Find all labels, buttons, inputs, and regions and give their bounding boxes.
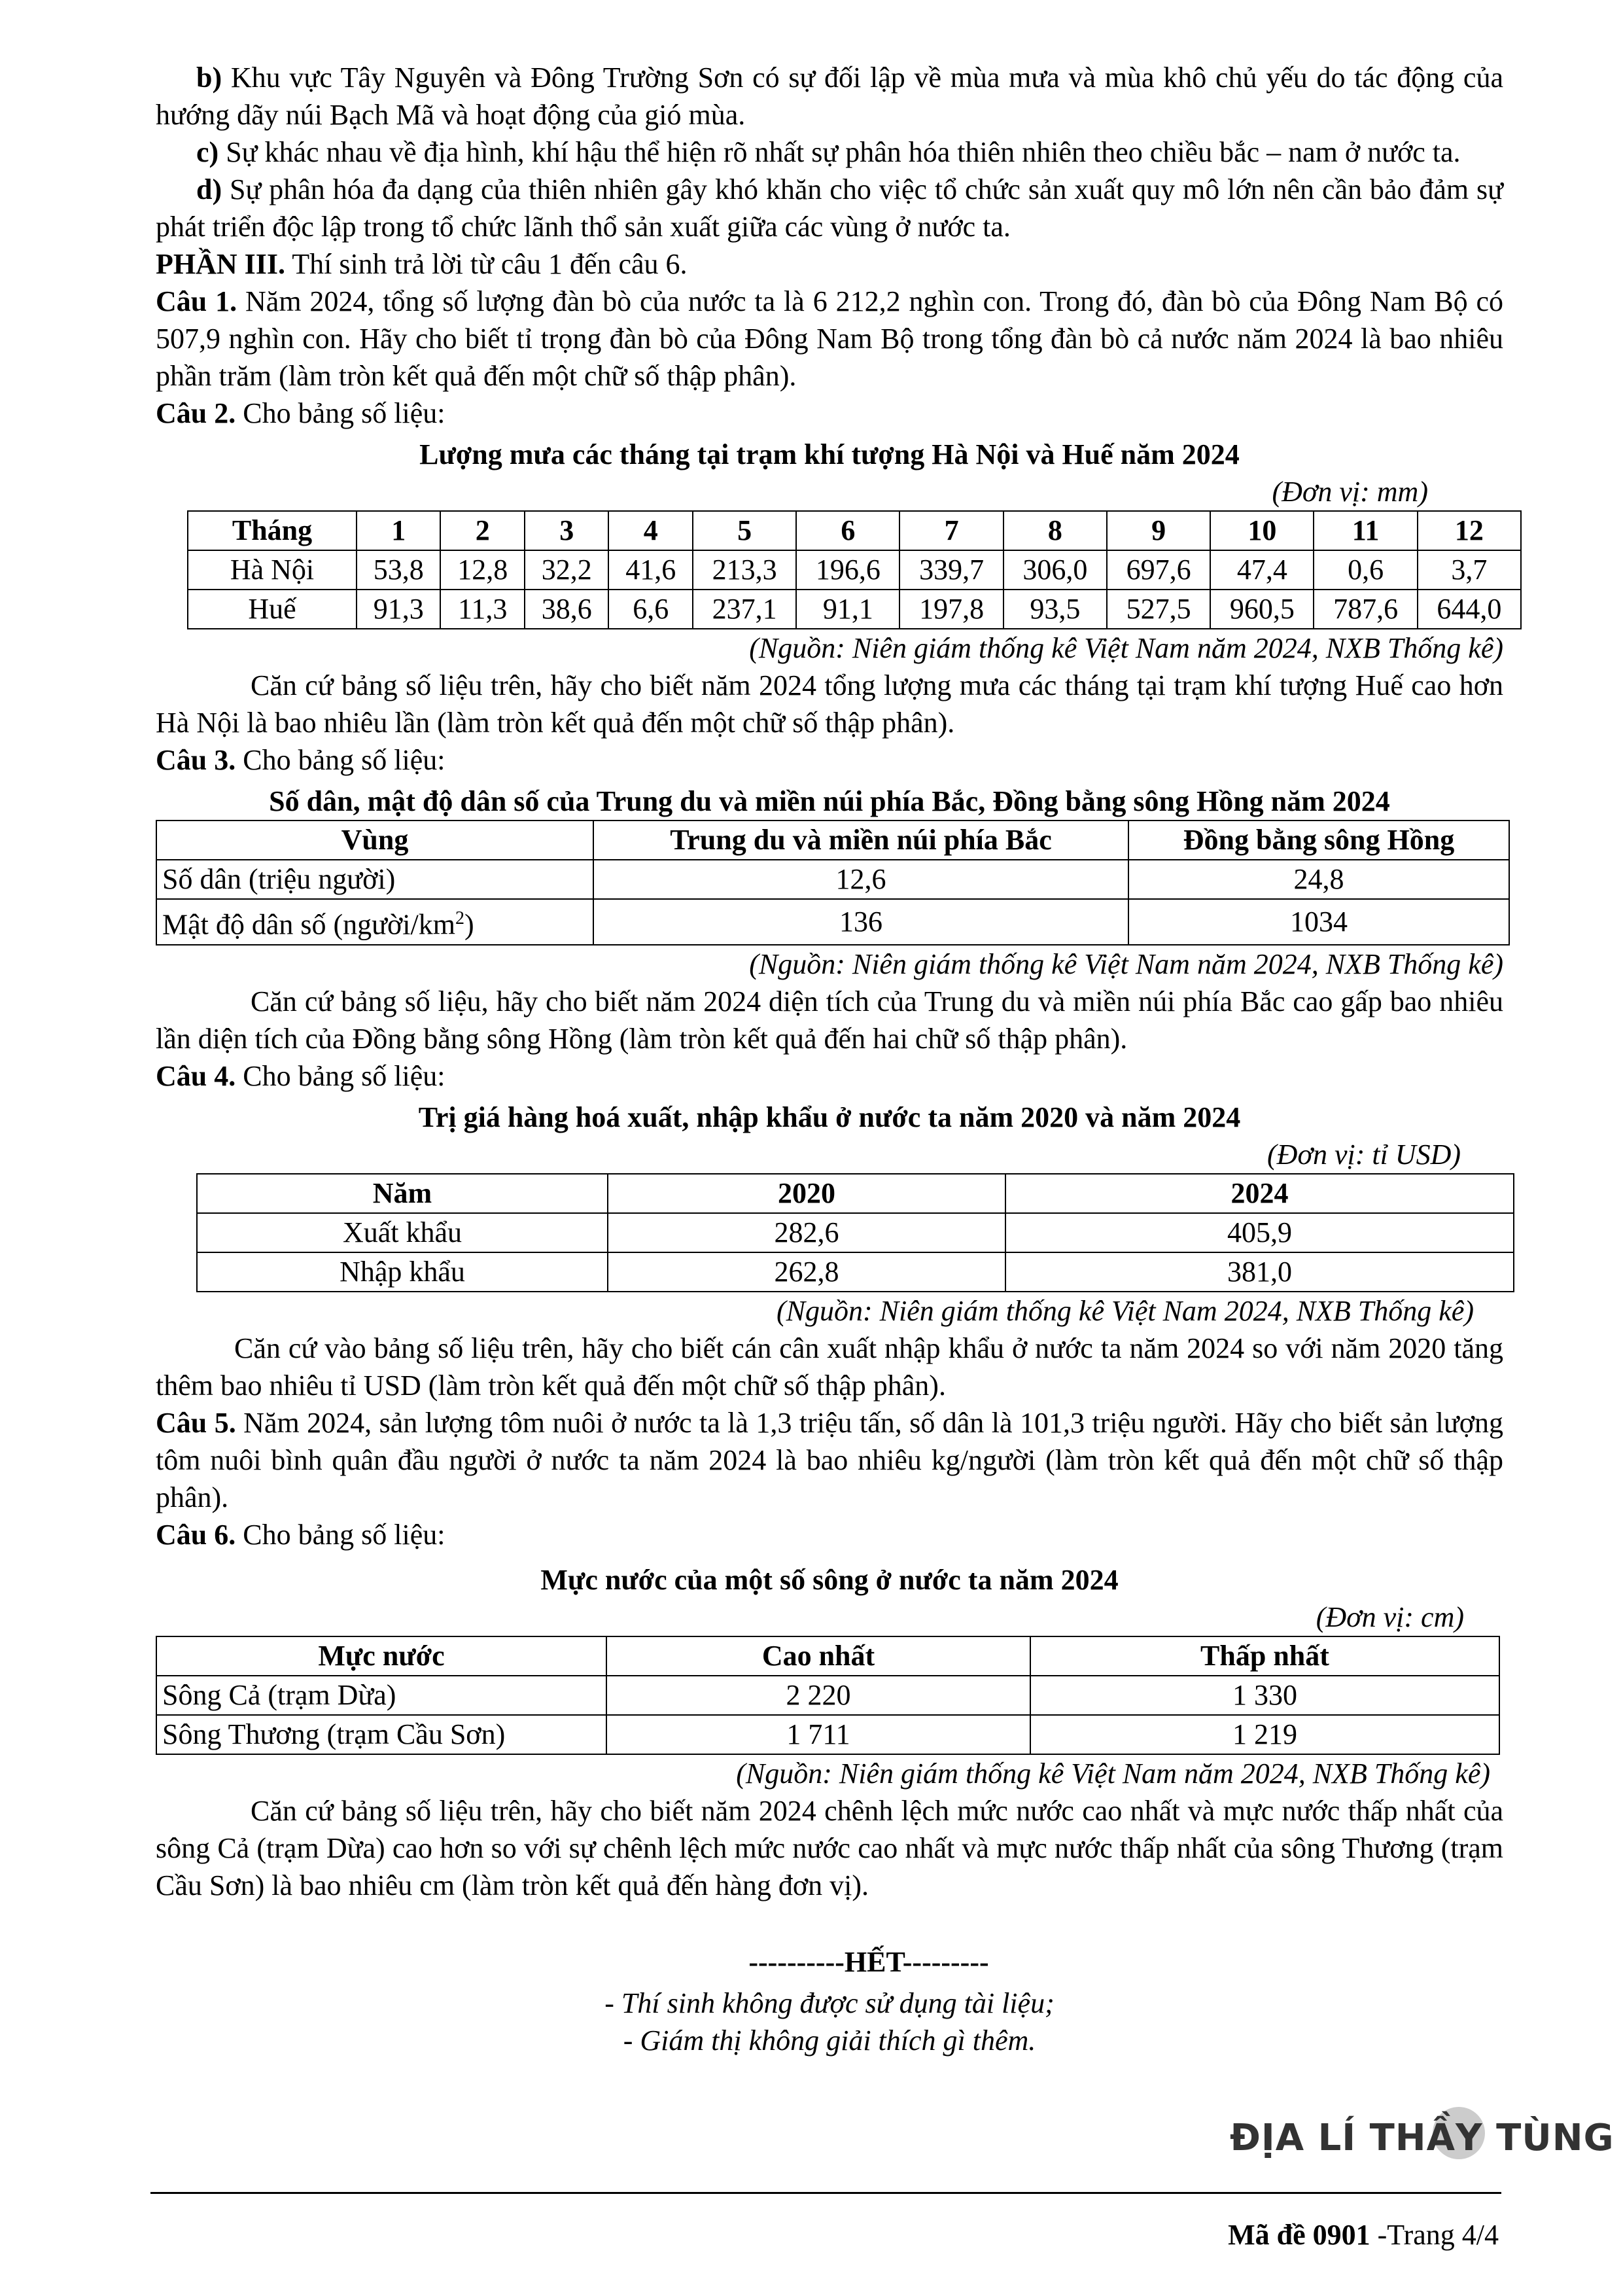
table-cell: 136 <box>593 899 1128 945</box>
table-header-cell: 5 <box>693 511 796 550</box>
table-row <box>197 1213 1514 1252</box>
table-header-cell: 6 <box>796 511 899 550</box>
table-cell: 32,2 <box>525 550 608 590</box>
question-5: Câu 5. Năm 2024, sản lượng tôm nuôi ở nước ta là 1,3 triệu tấn, số dân là 101,3 triệu người. Hãy cho biết sản lượng tôm nuôi bình quân đầu người ở nước ta năm 2024 là bao nhiêu kg/người (làm tròn kết quả đến một chữ số thập phân). <box>156 1406 1504 1513</box>
end-note: - Giám thị không giải thích gì thêm. <box>623 2024 1036 2057</box>
table-cell: Nhập khẩu <box>197 1252 608 1292</box>
end-note: - Thí sinh không được sử dụng tài liệu; <box>604 1987 1055 2019</box>
table-cell: 91,1 <box>796 590 899 629</box>
table-cell: 960,5 <box>1210 590 1314 629</box>
question-3: Câu 3. Cho bảng số liệu: <box>156 744 445 776</box>
table-header-cell: Cao nhất <box>606 1636 1030 1676</box>
footer-rule <box>150 2192 1501 2194</box>
table-cell: 196,6 <box>796 550 899 590</box>
question-6-text: Căn cứ bảng số liệu trên, hãy cho biết năm 2024 chênh lệch mức nước cao nhất và mực nước thấp nhất của sông Cả (trạm Dừa) cao hơn so với sự chênh lệch mức nước cao nhất và mực nước thấp nhất của sông Thương (trạm Cầu Sơn) là bao nhiêu cm (làm tròn kết quả đến hàng đơn vị). <box>156 1794 1503 1901</box>
page-number: -Trang 4/4 <box>1370 2219 1499 2251</box>
table-row <box>188 550 1521 590</box>
table-header-cell: Đồng bằng sông Hồng <box>1128 821 1509 860</box>
question-2: Câu 2. Cho bảng số liệu: <box>156 397 445 429</box>
table-header-row <box>156 1636 1499 1676</box>
statement-d: d) Sự phân hóa đa dạng của thiên nhiên gây khó khăn cho việc tổ chức sản xuất quy mô lớn nên cần bảo đảm sự phát triển độc lập trong tổ chức lãnh thổ sản xuất giữa các vùng ở nước ta. <box>156 173 1503 243</box>
table-header-cell: 11 <box>1314 511 1417 550</box>
table-header-cell: 8 <box>1003 511 1107 550</box>
table-cell: 1 219 <box>1030 1715 1499 1754</box>
table-row <box>156 860 1509 899</box>
table-cell: 787,6 <box>1314 590 1417 629</box>
table-cell: 381,0 <box>1005 1252 1514 1292</box>
table-header-cell: Tháng <box>188 511 357 550</box>
rainfall-table <box>187 510 1522 629</box>
table-title: Số dân, mật độ dân số của Trung du và miền núi phía Bắc, Đồng bằng sông Hồng năm 2024 <box>269 785 1390 817</box>
table-cell: 262,8 <box>608 1252 1005 1292</box>
table-header-row <box>156 821 1509 860</box>
table-row <box>156 1676 1499 1715</box>
table-cell: Mật độ dân số $(người/km^2)$ <box>156 899 593 945</box>
table-header-cell: 7 <box>899 511 1003 550</box>
table-cell: 53,8 <box>357 550 440 590</box>
table-header-cell: 2024 <box>1005 1174 1514 1213</box>
table-cell: Xuất khẩu <box>197 1213 608 1252</box>
table-unit: (Đơn vị: tỉ USD) <box>1267 1138 1461 1171</box>
table-cell: 2 220 <box>606 1676 1030 1715</box>
table-cell: 12,6 <box>593 860 1128 899</box>
table-header-cell: Thấp nhất <box>1030 1636 1499 1676</box>
table-cell: 11,3 <box>440 590 524 629</box>
question-3-text: Căn cứ bảng số liệu, hãy cho biết năm 2024 diện tích của Trung du và miền núi phía Bắc cao gấp bao nhiêu lần diện tích của Đồng bằng sông Hồng (làm tròn kết quả đến hai chữ số thập phân). <box>156 985 1503 1055</box>
table-header-cell: 9 <box>1107 511 1210 550</box>
question-4-text: Căn cứ vào bảng số liệu trên, hãy cho biết cán cân xuất nhập khẩu ở nước ta năm 2024 so với năm 2020 tăng thêm bao nhiêu tỉ USD (làm tròn kết quả đến một chữ số thập phân). <box>156 1332 1503 1402</box>
table-cell: 24,8 <box>1128 860 1509 899</box>
end-mark: ----------HẾT--------- <box>748 1945 989 1978</box>
table-title: Mực nước của một số sông ở nước ta năm 2024 <box>540 1563 1119 1596</box>
table-cell: 93,5 <box>1003 590 1107 629</box>
question-4: Câu 4. Cho bảng số liệu: <box>156 1059 445 1092</box>
table-source: (Nguồn: Niên giám thống kê Việt Nam năm 2024, NXB Thống kê) <box>736 1757 1490 1790</box>
table-header-cell: 2020 <box>608 1174 1005 1213</box>
table-cell: Huế <box>188 590 357 629</box>
table-header-cell: 12 <box>1418 511 1521 550</box>
table-cell: 339,7 <box>899 550 1003 590</box>
exam-code: Mã đề 0901 <box>1228 2219 1370 2251</box>
table-cell: 91,3 <box>357 590 440 629</box>
table-row <box>156 899 1509 945</box>
statement-b: b) Khu vực Tây Nguyên và Đông Trường Sơn có sự đối lập về mùa mưa và mùa khô chủ yếu do tác động của hướng dãy núi Bạch Mã và hoạt động của gió mùa. <box>156 62 1503 131</box>
table-cell: 306,0 <box>1003 550 1107 590</box>
table-cell: 38,6 <box>525 590 608 629</box>
population-table <box>156 820 1510 945</box>
table-cell: Sông Cả (trạm Dừa) <box>156 1676 606 1715</box>
exam-end <box>156 1943 1503 2059</box>
table-row <box>197 1252 1514 1292</box>
table-unit: (Đơn vị: cm) <box>1316 1600 1464 1633</box>
table-header-cell: 1 <box>357 511 440 550</box>
table-cell: 644,0 <box>1418 590 1521 629</box>
question-2-text: Căn cứ bảng số liệu trên, hãy cho biết năm 2024 tổng lượng mưa các tháng tại trạm khí tượng Huế cao hơn Hà Nội là bao nhiêu lần (làm tròn kết quả đến một chữ số thập phân). <box>156 669 1503 739</box>
table-source: (Nguồn: Niên giám thống kê Việt Nam năm 2024, NXB Thống kê) <box>749 947 1503 980</box>
table-source: (Nguồn: Niên giám thống kê Việt Nam 2024, NXB Thống kê) <box>776 1294 1474 1327</box>
table-cell: 197,8 <box>899 590 1003 629</box>
table-unit: (Đơn vị: mm) <box>1272 476 1428 508</box>
table-header-cell: Trung du và miền núi phía Bắc <box>593 821 1128 860</box>
table-title: Trị giá hàng hoá xuất, nhập khẩu ở nước ta năm 2020 và năm 2024 <box>418 1101 1241 1133</box>
table-cell: Sông Thương (trạm Cầu Sơn) <box>156 1715 606 1754</box>
table-header-cell: Mực nước <box>156 1636 606 1676</box>
table-cell: 282,6 <box>608 1213 1005 1252</box>
water-level-table <box>156 1636 1500 1755</box>
table-header-cell: Năm <box>197 1174 608 1213</box>
table-header-row <box>197 1174 1514 1213</box>
table-cell: Hà Nội <box>188 550 357 590</box>
table-cell: 6,6 <box>608 590 692 629</box>
table-cell: Số dân (triệu người) <box>156 860 593 899</box>
exam-page <box>156 59 1503 2059</box>
part3-heading: PHẦN III. Thí sinh trả lời từ câu 1 đến câu 6. <box>156 248 688 280</box>
table-cell: 41,6 <box>608 550 692 590</box>
table-cell: 1 330 <box>1030 1676 1499 1715</box>
trade-table <box>196 1173 1514 1292</box>
table-cell: 1 711 <box>606 1715 1030 1754</box>
footer <box>1228 2218 1499 2252</box>
table-title: Lượng mưa các tháng tại trạm khí tượng Hà Nội và Huế năm 2024 <box>419 438 1240 470</box>
table-source: (Nguồn: Niên giám thống kê Việt Nam năm 2024, NXB Thống kê) <box>749 632 1503 664</box>
table-cell: 3,7 <box>1418 550 1521 590</box>
table-cell: 213,3 <box>693 550 796 590</box>
table-cell: 0,6 <box>1314 550 1417 590</box>
table-cell: 47,4 <box>1210 550 1314 590</box>
statement-c: c) Sự khác nhau về địa hình, khí hậu thể hiện rõ nhất sự phân hóa thiên nhiên theo chiều bắc – nam ở nước ta. <box>196 136 1461 168</box>
question-1: Câu 1. Năm 2024, tổng số lượng đàn bò của nước ta là 6 212,2 nghìn con. Trong đó, đàn bò của Đông Nam Bộ có 507,9 nghìn con. Hãy cho biết tỉ trọng đàn bò của Đông Nam Bộ trong tổng đàn bò cả nước năm 2024 là bao nhiêu phần trăm (làm tròn kết quả đến một chữ số thập phân). <box>156 285 1504 392</box>
table-cell: 12,8 <box>440 550 524 590</box>
table-header-row <box>188 511 1521 550</box>
table-cell: 697,6 <box>1107 550 1210 590</box>
table-header-cell: 4 <box>608 511 692 550</box>
table-cell: 237,1 <box>693 590 796 629</box>
table-row <box>156 1715 1499 1754</box>
table-cell: 1034 <box>1128 899 1509 945</box>
table-header-cell: 2 <box>440 511 524 550</box>
table-header-cell: 3 <box>525 511 608 550</box>
logo: ĐỊA LÍ THẦY TÙNG <box>1230 2117 1614 2159</box>
question-6: Câu 6. Cho bảng số liệu: <box>156 1518 445 1551</box>
table-cell: 405,9 <box>1005 1213 1514 1252</box>
table-row <box>188 590 1521 629</box>
table-header-cell: Vùng <box>156 821 593 860</box>
table-header-cell: 10 <box>1210 511 1314 550</box>
table-cell: 527,5 <box>1107 590 1210 629</box>
